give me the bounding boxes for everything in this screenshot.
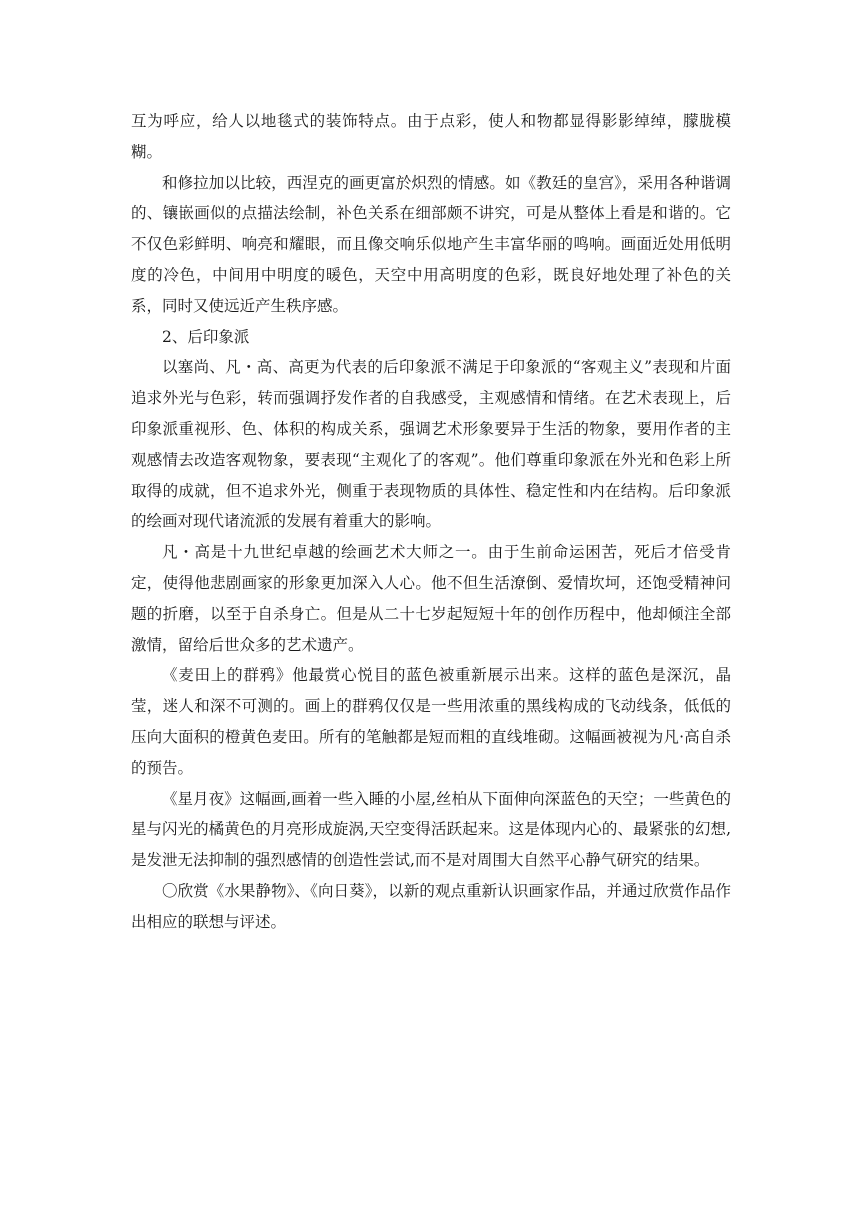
paragraph-van-gogh: 凡・高是十九世纪卓越的绘画艺术大师之一。由于生前命运困苦，死后才倍受肯定，使得他悲剧画家的形象更加深入人心。他不但生活潦倒、爱情坎坷，还饱受精神问题的折磨，以至于自杀身亡。但是从二十七岁起短短十年的创作历程中，他却倾注全部激情，留给后世众多的艺术遗产。 xyxy=(131,543,731,654)
section-heading-post-impressionism: 2、后印象派 xyxy=(162,327,250,346)
paragraph-appreciation-task: 〇欣赏《水果静物》、《向日葵》，以新的观点重新认识画家作品，并通过欣赏作品作出相应的联想与评述。 xyxy=(131,881,731,931)
paragraph-post-impressionism: 以塞尚、凡・高、高更为代表的后印象派不满足于印象派的“客观主义”表现和片面追求外光与色彩，转而强调抒发作者的自我感受，主观感情和情绪。在艺术表现上，后印象派重视形、色、体积的构成关系，强调艺术形象要异于生活的物象，要用作者的主观感情去改造客观物象，要表现“主观化了的客观”。他们尊重印象派在外光和色彩上所取得的成就，但不追求外光，侧重于表现物质的具体性、稳定性和内在结构。后印象派的绘画对现代诸流派的发展有着重大的影响。 xyxy=(131,358,731,531)
paragraph-starry-night: 《星月夜》这幅画,画着一些入睡的小屋,丝柏从下面伸向深蓝色的天空；一些黄色的星与闪光的橘黄色的月亮形成旋涡,天空变得活跃起来。这是体现内心的、最紧张的幻想,是发泄无法抑制的强烈感情的创造性尝试,而不是对周围大自然平心静气研究的结果。 xyxy=(131,789,731,870)
document-body xyxy=(131,106,731,938)
paragraph-wheatfield-crows: 《麦田上的群鸦》他最赏心悦目的蓝色被重新展示出来。这样的蓝色是深沉，晶莹，迷人和深不可测的。画上的群鸦仅仅是一些用浓重的黑线构成的飞动线条，低低的压向大面积的橙黄色麦田。所有的笔触都是短而粗的直线堆砌。这幅画被视为凡·高自杀的预告。 xyxy=(131,666,731,777)
paragraph-continuation: 互为呼应，给人以地毯式的装饰特点。由于点彩，使人和物都显得影影绰绰，朦胧模糊。 xyxy=(131,112,731,161)
paragraph-signac: 和修拉加以比较，西涅克的画更富於炽烈的情感。如《教廷的皇宫》，采用各种谐调的、镶嵌画似的点描法绘制，补色关系在细部颇不讲究，可是从整体上看是和谐的。它不仅色彩鲜明、响亮和耀眼，而且像交响乐似地产生丰富华丽的鸣响。画面近处用低明度的冷色，中间用中明度的暖色，天空中用高明度的色彩，既良好地处理了补色的关系，同时又使远近产生秩序感。 xyxy=(131,173,731,315)
